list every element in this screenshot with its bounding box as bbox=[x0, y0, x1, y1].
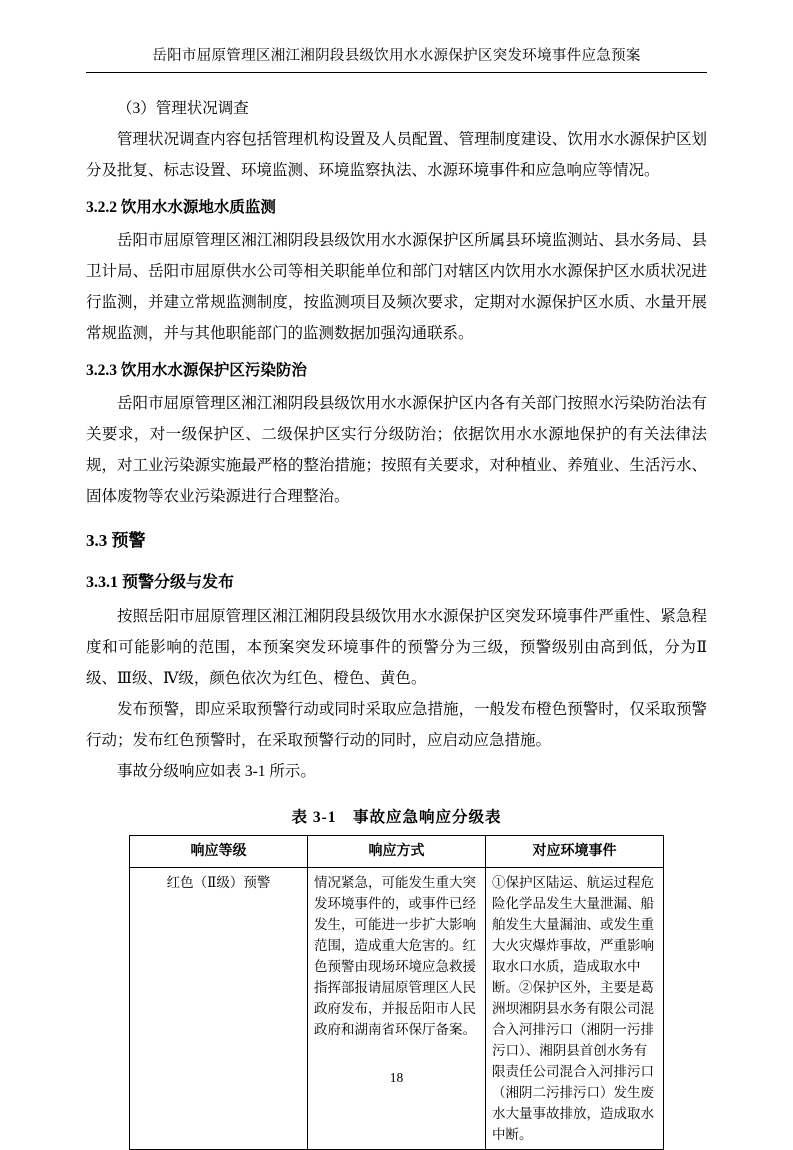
table-header-level: 响应等级 bbox=[130, 836, 308, 868]
paragraph-warning-release: 发布预警，即应采取预警行动或同时采取应急措施，一般发布橙色预警时，仅采取预警行动；发布红色预警时，在采取预警行动的同时，应启动应急措施。 bbox=[86, 701, 707, 749]
table-caption: 表 3-1 事故应急响应分级表 bbox=[291, 809, 502, 826]
section-heading-3-2-2: 3.2.2 饮用水水源地水质监测 bbox=[86, 199, 276, 216]
page-number: 18 bbox=[389, 1070, 404, 1085]
paragraph-table-reference: 事故分级响应如表 3-1 所示。 bbox=[117, 763, 316, 780]
table-header-event: 对应环境事件 bbox=[486, 836, 664, 868]
page-header: 岳阳市屈原管理区湘江湘阴段县级饮用水水源保护区突发环境事件应急预案 bbox=[86, 44, 707, 73]
paragraph-management-survey-title: （3）管理状况调查 bbox=[117, 100, 249, 117]
table-row bbox=[130, 868, 664, 1150]
paragraph-water-quality-monitoring: 岳阳市屈原管理区湘江湘阴段县级饮用水水源保护区所属县环境监测站、县水务局、县卫计局、岳阳市屈原供水公司等相关职能单位和部门对辖区内饮用水水源保护区水质状况进行监测，并建立常规监测制度，按监测项目及频次要求，定期对水源保护区水质、水量开展常规监测，并与其他职能部门的监测数据加强沟通联系。 bbox=[86, 232, 707, 342]
table-header-way: 响应方式 bbox=[308, 836, 486, 868]
table-header-row bbox=[130, 836, 664, 868]
section-heading-3-3-1: 3.3.1 预警分级与发布 bbox=[86, 574, 235, 591]
table-cell-way: 情况紧急，可能发生重大突发环境事件的，或事件已经发生，可能进一步扩大影响范围，造成重大危害的。红色预警由现场环境应急救援指挥部报请屈原管理区人民政府发布，并报岳阳市人民政府和湖南省环保厅备案。 bbox=[308, 868, 486, 1150]
table-cell-level: 红色（Ⅱ级）预警 bbox=[130, 868, 308, 1150]
paragraph-management-survey-content: 管理状况调查内容包括管理机构设置及人员配置、管理制度建设、饮用水水源保护区划分及批复、标志设置、环境监测、环境监察执法、水源环境事件和应急响应等情况。 bbox=[86, 131, 707, 179]
section-heading-3-2-3: 3.2.3 饮用水水源保护区污染防治 bbox=[86, 362, 307, 379]
paragraph-pollution-prevention: 岳阳市屈原管理区湘江湘阴段县级饮用水水源保护区内各有关部门按照水污染防治法有关要求，对一级保护区、二级保护区实行分级防治；依据饮用水水源地保护的有关法律法规，对工业污染源实施最严格的整治措施；按照有关要求，对种植业、养殖业、生活污水、固体废物等农业污染源进行合理整治。 bbox=[86, 395, 707, 505]
paragraph-warning-levels: 按照岳阳市屈原管理区湘江湘阴段县级饮用水水源保护区突发环境事件严重性、紧急程度和可能影响的范围，本预案突发环境事件的预警分为三级，预警级别由高到低，分为Ⅱ级、Ⅲ级、Ⅳ级，颜色依次为红色、橙色、黄色。 bbox=[86, 608, 707, 687]
table-cell-event: ①保护区陆运、航运过程危险化学品发生大量泄漏、船舶发生大量漏油、或发生重大火灾爆炸事故，严重影响取水口水质，造成取水中断。②保护区外，主要是葛洲坝湘阴县水务有限公司混合入河排污口（湘阴一污排污口）、湘阴县首创水务有限责任公司混合入河排污口（湘阴二污排污口）发生废水大量事故排放，造成取水中断。 bbox=[486, 868, 664, 1150]
section-heading-3-3: 3.3 预警 bbox=[86, 531, 146, 550]
response-level-table bbox=[129, 835, 664, 1150]
